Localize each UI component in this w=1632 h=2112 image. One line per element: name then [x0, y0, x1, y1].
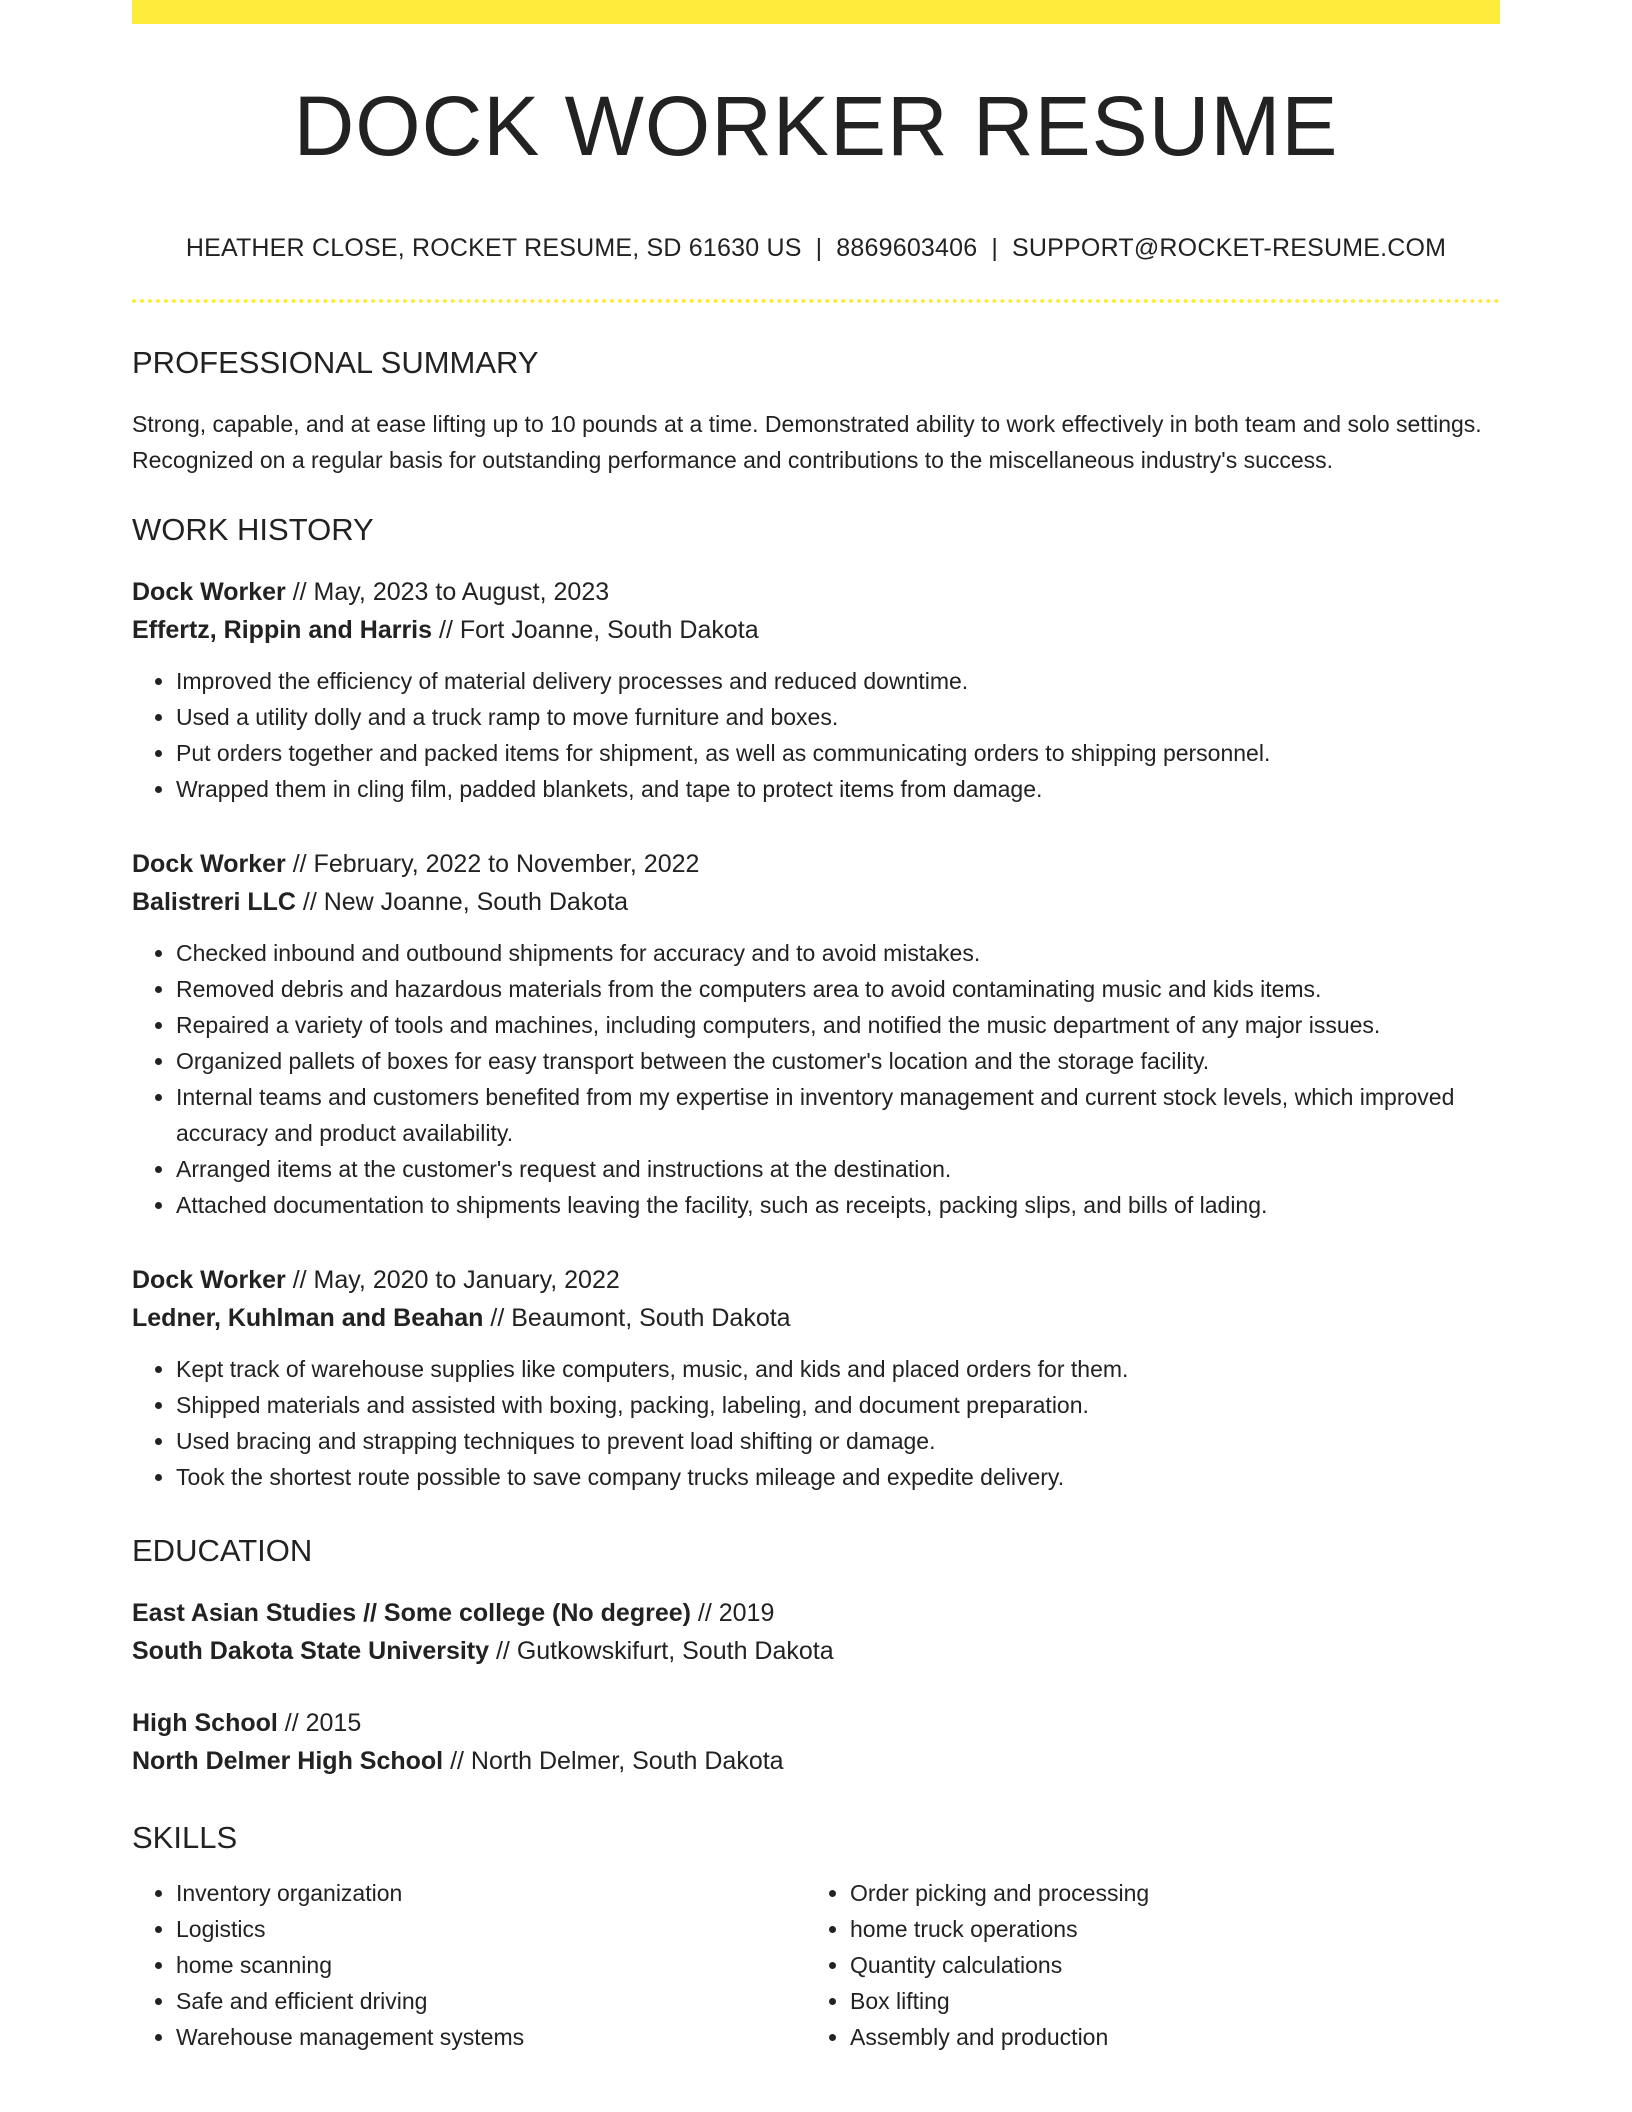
education-year: // 2019 [690, 1599, 775, 1627]
education-location: // North Delmer, South Dakota [443, 1747, 784, 1775]
skill-item: • Box lifting [850, 1983, 1480, 2019]
contact-separator: | [815, 234, 823, 262]
job-title: Dock Worker [132, 1266, 286, 1294]
job-dates: // May, 2023 to August, 2023 [285, 578, 610, 606]
list-item: • Improved the efficiency of material delivery processes and reduced downtime. [176, 663, 1500, 699]
job-dates: // May, 2020 to January, 2022 [285, 1266, 620, 1294]
skills-heading: SKILLS [132, 1820, 238, 1855]
list-item: • Used a utility dolly and a truck ramp to move furniture and boxes. [176, 699, 1500, 735]
job-bullets [132, 663, 1500, 807]
job-title: Dock Worker [132, 850, 286, 878]
summary-text: Strong, capable, and at ease lifting up to 10 pounds at a time. Demonstrated ability to work effectively in both team and solo settings. Recognized on a regular basis for outstanding performance and contributions to the miscellaneous industry's success. [132, 411, 1482, 473]
list-item: • Wrapped them in cling film, padded blankets, and tape to protect items from damage. [176, 771, 1500, 807]
skills-list-right [806, 1875, 1480, 2055]
job-title: Dock Worker [132, 578, 286, 606]
education-year: // 2015 [277, 1709, 362, 1737]
work-heading: WORK HISTORY [132, 512, 374, 547]
list-item: • Took the shortest route possible to save company trucks mileage and expedite delivery. [176, 1459, 1500, 1495]
list-item: • Repaired a variety of tools and machines, including computers, and notified the music department of any major issues. [176, 1007, 1500, 1043]
list-item: • Put orders together and packed items for shipment, as well as communicating orders to shipping personnel. [176, 735, 1500, 771]
education-school: South Dakota State University [132, 1637, 490, 1665]
skill-item: • home truck operations [850, 1911, 1480, 1947]
list-item: • Removed debris and hazardous materials from the computers area to avoid contaminating music and kids items. [176, 971, 1500, 1007]
education-school: North Delmer High School [132, 1747, 444, 1775]
skill-item: • Inventory organization [176, 1875, 806, 1911]
list-item: • Organized pallets of boxes for easy transport between the customer's location and the storage facility. [176, 1043, 1500, 1079]
education-entry [132, 1594, 1500, 1670]
summary-heading: PROFESSIONAL SUMMARY [132, 345, 539, 380]
job-bullets [132, 1351, 1500, 1495]
skill-item: • Logistics [176, 1911, 806, 1947]
contact-email: SUPPORT@ROCKET-RESUME.COM [1012, 234, 1447, 262]
list-item: • Arranged items at the customer's request and instructions at the destination. [176, 1151, 1500, 1187]
list-item: • Checked inbound and outbound shipments for accuracy and to avoid mistakes. [176, 935, 1500, 971]
contact-line [132, 234, 1500, 263]
skill-item: • Assembly and production [850, 2019, 1480, 2055]
skill-item: • home scanning [176, 1947, 806, 1983]
education-entry [132, 1704, 1500, 1780]
contact-separator: | [991, 234, 999, 262]
job-company: Effertz, Rippin and Harris [132, 616, 433, 644]
job-entry [132, 845, 1500, 1223]
resume-page [132, 0, 1500, 2055]
skill-item: • Safe and efficient driving [176, 1983, 806, 2019]
job-company: Ledner, Kuhlman and Beahan [132, 1304, 484, 1332]
job-dates: // February, 2022 to November, 2022 [285, 850, 700, 878]
education-heading: EDUCATION [132, 1533, 313, 1568]
list-item: • Kept track of warehouse supplies like computers, music, and kids and placed orders for them. [176, 1351, 1500, 1387]
job-location: // New Joanne, South Dakota [295, 888, 629, 916]
resume-title: DOCK WORKER RESUME [293, 79, 1339, 173]
education-degree: High School [132, 1709, 278, 1737]
list-item: • Shipped materials and assisted with boxing, packing, labeling, and document preparation. [176, 1387, 1500, 1423]
list-item: • Attached documentation to shipments leaving the facility, such as receipts, packing slips, and bills of lading. [176, 1187, 1500, 1223]
job-entry [132, 1261, 1500, 1495]
list-item: • Internal teams and customers benefited from my expertise in inventory management and current stock levels, which improved accuracy and product availability. [176, 1079, 1500, 1151]
skills-list-left [132, 1875, 806, 2055]
job-bullets [132, 935, 1500, 1223]
job-location: // Fort Joanne, South Dakota [432, 616, 759, 644]
accent-bar [132, 0, 1500, 24]
education-degree: East Asian Studies // Some college (No degree) [132, 1599, 691, 1627]
skill-item: • Order picking and processing [850, 1875, 1480, 1911]
list-item: • Used bracing and strapping techniques to prevent load shifting or damage. [176, 1423, 1500, 1459]
dotted-divider [132, 299, 1500, 303]
skills-columns [132, 1875, 1500, 2055]
job-entry [132, 573, 1500, 807]
job-location: // Beaumont, South Dakota [483, 1304, 791, 1332]
contact-address: HEATHER CLOSE, ROCKET RESUME, SD 61630 US [185, 234, 802, 262]
job-company: Balistreri LLC [132, 888, 296, 916]
contact-phone: 8869603406 [836, 234, 978, 262]
skill-item: • Quantity calculations [850, 1947, 1480, 1983]
skill-item: • Warehouse management systems [176, 2019, 806, 2055]
education-location: // Gutkowskifurt, South Dakota [489, 1637, 834, 1665]
